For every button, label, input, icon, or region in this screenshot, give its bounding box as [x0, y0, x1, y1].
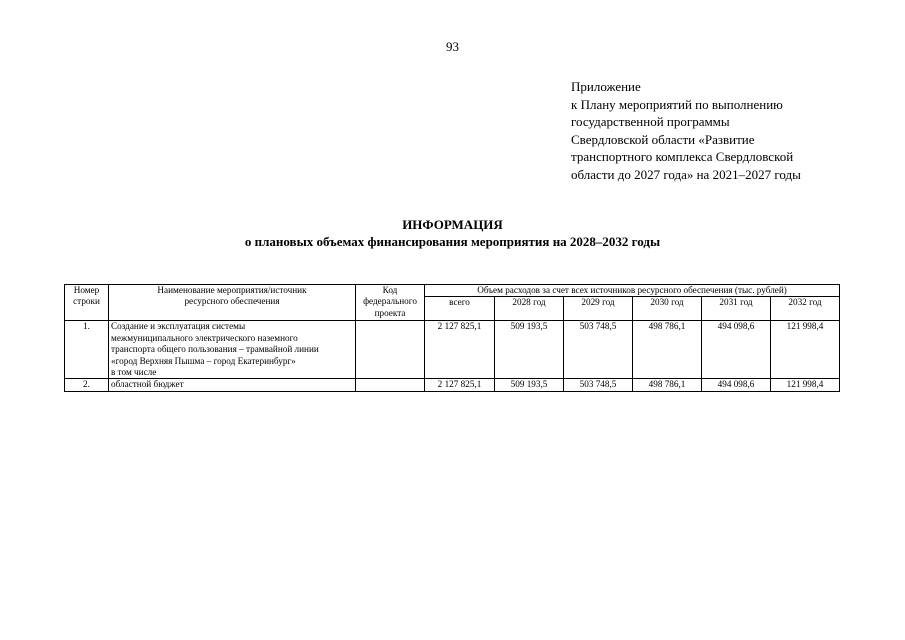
row-total: 2 127 825,1 — [425, 379, 495, 391]
appendix-line: к Плану мероприятий по выполнению — [571, 96, 783, 112]
row-total: 2 127 825,1 — [425, 321, 495, 379]
row-year-value: 509 193,5 — [495, 321, 564, 379]
document-heading — [0, 216, 905, 250]
appendix-line: Приложение — [571, 79, 641, 94]
appendix-line: транспортного комплекса Свердловской — [571, 149, 794, 164]
row-name-line: «город Верхняя Пышма – город Екатеринбург» — [111, 355, 296, 366]
row-number: 1. — [65, 321, 109, 379]
row-name-line: транспорта общего пользования – трамвайной линии — [111, 344, 319, 355]
financing-table — [64, 284, 840, 392]
header-total: всего — [425, 297, 495, 321]
header-text: федерального — [363, 296, 417, 307]
header-text: Наименование мероприятия/источник — [157, 285, 307, 295]
row-year-value: 494 098,6 — [702, 321, 771, 379]
row-code — [356, 379, 425, 391]
header-year: 2028 год — [495, 297, 564, 321]
row-name — [109, 379, 356, 391]
row-year-value: 503 748,5 — [564, 321, 633, 379]
document-title: ИНФОРМАЦИЯ — [402, 217, 503, 232]
row-name-line: в том числе — [111, 367, 157, 378]
header-text: Код — [382, 285, 398, 295]
row-number: 2. — [65, 379, 109, 391]
header-year: 2032 год — [771, 297, 840, 321]
row-year-value: 121 998,4 — [771, 379, 840, 391]
table-row — [65, 379, 840, 391]
header-text: Номер — [73, 285, 100, 295]
row-year-value: 494 098,6 — [702, 379, 771, 391]
header-expenses-group: Объем расходов за счет всех источников ресурсного обеспечения (тыс. рублей) — [425, 285, 840, 297]
header-year: 2029 год — [564, 297, 633, 321]
header-text: строки — [73, 296, 100, 307]
header-year: 2031 год — [702, 297, 771, 321]
header-name — [109, 285, 356, 321]
header-row-number — [65, 285, 109, 321]
row-year-value: 509 193,5 — [495, 379, 564, 391]
header-code — [356, 285, 425, 321]
row-year-value: 503 748,5 — [564, 379, 633, 391]
row-year-value: 121 998,4 — [771, 321, 840, 379]
appendix-line: области до 2027 года» на 2021–2027 годы — [571, 166, 801, 182]
row-name-line: межмуниципального электрического наземного — [111, 332, 298, 343]
appendix-line: Свердловской области «Развитие — [571, 131, 755, 147]
header-year: 2030 год — [633, 297, 702, 321]
appendix-note — [571, 78, 901, 183]
row-name-line: Создание и эксплуатация системы — [111, 321, 246, 332]
row-code — [356, 321, 425, 379]
page-number: 93 — [446, 39, 459, 54]
row-name-line: областной бюджет — [111, 379, 184, 390]
table-row — [65, 321, 840, 379]
row-year-value: 498 786,1 — [633, 379, 702, 391]
row-name — [109, 321, 356, 379]
document-subtitle: о плановых объемах финансирования мероприятия на 2028–2032 годы — [244, 234, 661, 249]
header-text: ресурсного обеспечения — [184, 296, 280, 307]
header-text: проекта — [374, 307, 406, 318]
appendix-line: государственной программы — [571, 114, 730, 129]
row-year-value: 498 786,1 — [633, 321, 702, 379]
